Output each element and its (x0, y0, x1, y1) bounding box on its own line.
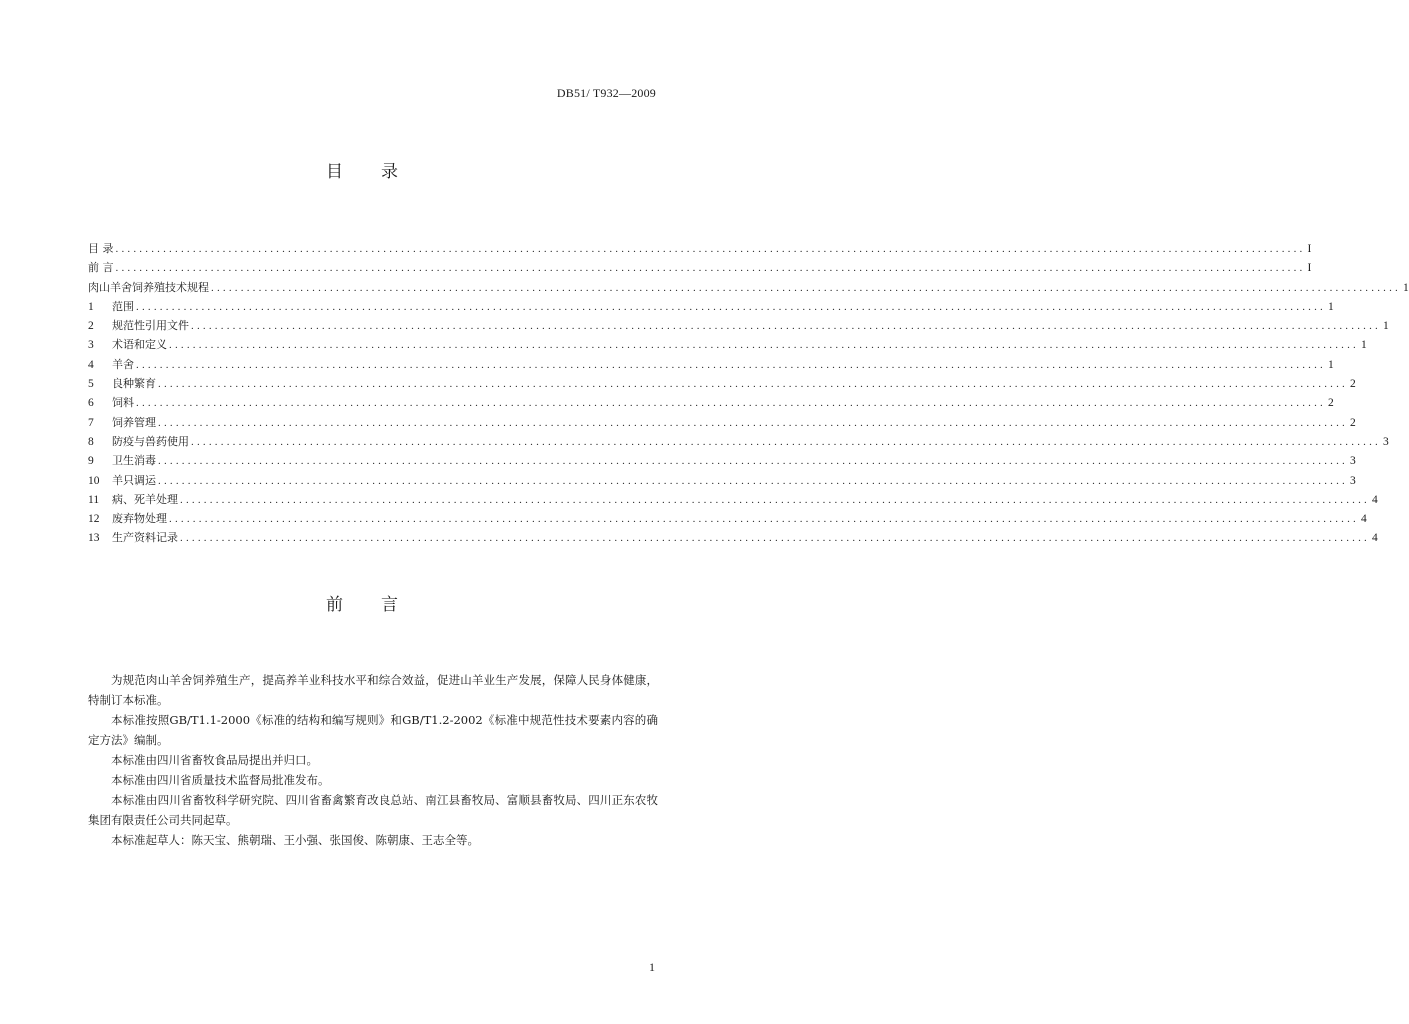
toc-entry-label: 前 言 (88, 261, 114, 275)
table-of-contents (88, 239, 1409, 548)
toc-entry[interactable] (88, 471, 1356, 490)
toc-entry-number: 7 (88, 416, 94, 429)
standard-code: DB51/ T932—2009 (556, 86, 656, 100)
toc-leader-dots: ........................................................................................................................................................................................................ (211, 281, 1401, 294)
toc-entry-number: 13 (88, 532, 100, 545)
toc-entry-label: 废弃物处理 (112, 512, 167, 526)
toc-entry[interactable] (88, 335, 1367, 354)
toc-entry[interactable] (88, 509, 1367, 528)
toc-entry-page: 2 (1328, 397, 1334, 410)
toc-entry-page: 1 (1328, 300, 1334, 313)
toc-entry[interactable] (88, 393, 1334, 412)
toc-entry[interactable] (88, 316, 1389, 335)
toc-leader-dots: ........................................................................................................................................................................................................ (158, 378, 1348, 391)
toc-entry[interactable] (88, 413, 1356, 432)
page-number: 1 (649, 960, 655, 974)
toc-entry-number: 4 (88, 358, 94, 371)
toc-leader-dots: ........................................................................................................................................................................................................ (180, 532, 1370, 545)
toc-entry-number: 11 (88, 493, 100, 506)
toc-entry-number: 5 (88, 378, 94, 391)
toc-entry-page: 4 (1372, 493, 1378, 506)
toc-title: 目录 (326, 162, 436, 182)
toc-entry-number: 2 (88, 320, 94, 333)
toc-entry-label: 生产资料记录 (112, 531, 178, 545)
toc-leader-dots: ........................................................................................................................................................................................................ (158, 455, 1348, 468)
toc-entry-page: 4 (1372, 532, 1378, 545)
toc-leader-dots: ........................................................................................................................................................................................................ (136, 300, 1326, 313)
toc-leader-dots: ........................................................................................................................................................................................................ (191, 435, 1381, 448)
toc-entry[interactable] (88, 374, 1356, 393)
toc-entry-number: 9 (88, 455, 94, 468)
toc-leader-dots: ........................................................................................................................................................................................................ (180, 493, 1370, 506)
toc-entry[interactable] (88, 490, 1378, 509)
toc-entry-page: 3 (1350, 474, 1356, 487)
toc-leader-dots: ........................................................................................................................................................................................................ (191, 320, 1381, 333)
toc-entry-page: I (1307, 262, 1312, 275)
preface-title: 前言 (326, 595, 436, 615)
toc-entry-number: 1 (88, 300, 94, 313)
toc-entry-label: 目 录 (88, 242, 114, 255)
toc-entry-label: 饲养管理 (112, 415, 156, 429)
toc-entry[interactable] (88, 451, 1356, 470)
toc-entry[interactable] (88, 528, 1378, 547)
toc-leader-dots: ........................................................................................................................................................................................................ (169, 513, 1359, 526)
preface-paragraph: 本标准由四川省质量技术监督局批准发布。 (111, 773, 330, 787)
preface-paragraph: 为规范肉山羊舍饲养殖生产，提高养羊业科技水平和综合效益，促进山羊业生产发展，保障人民身体健康，特制订本标准。 (88, 673, 658, 707)
toc-entry-label: 规范性引用文件 (112, 319, 189, 333)
toc-entry-page: 2 (1350, 378, 1356, 391)
toc-leader-dots: ........................................................................................................................................................................................................ (136, 397, 1326, 410)
toc-entry-page: 1 (1361, 339, 1367, 352)
toc-entry-label: 术语和定义 (112, 338, 167, 352)
toc-entry-label: 饲料 (112, 396, 134, 410)
toc-entry[interactable] (88, 297, 1334, 316)
toc-entry-label: 范围 (112, 299, 134, 313)
toc-entry-label: 病、死羊处理 (112, 492, 178, 506)
toc-entry-page: I (1307, 243, 1312, 255)
toc-leader-dots: ........................................................................................................................................................................................................ (158, 474, 1348, 487)
toc-entry-number: 3 (88, 339, 94, 352)
toc-leader-dots: ........................................................................................................................................................................................................ (115, 243, 1306, 255)
preface-paragraph: 本标准按照GB/T1.1-2000《标准的结构和编写规则》和GB/T1.2-2002《标准中规范性技术要素内容的确定方法》编制。 (88, 713, 658, 747)
preface-paragraph: 本标准由四川省畜牧食品局提出并归口。 (111, 753, 318, 767)
toc-entry-page: 2 (1350, 416, 1356, 429)
toc-leader-dots: ........................................................................................................................................................................................................ (158, 416, 1348, 429)
toc-entry[interactable] (88, 278, 1409, 297)
toc-entry[interactable] (88, 355, 1334, 374)
toc-entry-label: 肉山羊舍饲养殖技术规程 (88, 280, 209, 294)
toc-entry-page: 1 (1328, 358, 1334, 371)
toc-entry-label: 羊舍 (112, 357, 134, 371)
toc-leader-dots: ........................................................................................................................................................................................................ (169, 339, 1359, 352)
toc-entry-number: 6 (88, 397, 94, 410)
toc-entry[interactable] (88, 239, 1312, 258)
preface-paragraph: 本标准由四川省畜牧科学研究院、四川省畜禽繁育改良总站、南江县畜牧局、富顺县畜牧局、四川正东农牧集团有限责任公司共同起草。 (88, 793, 658, 827)
toc-leader-dots: ........................................................................................................................................................................................................ (136, 358, 1326, 371)
toc-entry-label: 卫生消毒 (112, 454, 156, 468)
toc-entry-label: 良种繁育 (112, 377, 156, 391)
toc-entry-number: 8 (88, 435, 94, 448)
toc-entry[interactable] (88, 432, 1389, 451)
toc-entry[interactable] (88, 258, 1312, 277)
preface-paragraph: 本标准起草人：陈天宝、熊朝瑞、王小强、张国俊、陈朝康、王志全等。 (111, 833, 479, 847)
toc-entry-page: 1 (1403, 281, 1409, 294)
toc-entry-label: 羊只调运 (112, 473, 156, 487)
toc-entry-page: 3 (1383, 435, 1389, 448)
preface-body (88, 670, 658, 850)
toc-entry-page: 1 (1383, 320, 1389, 333)
toc-entry-label: 防疫与兽药使用 (112, 434, 189, 448)
toc-entry-number: 12 (88, 513, 100, 526)
toc-leader-dots: ........................................................................................................................................................................................................ (115, 262, 1306, 275)
toc-entry-page: 3 (1350, 455, 1356, 468)
toc-entry-page: 4 (1361, 513, 1367, 526)
toc-entry-number: 10 (88, 474, 100, 487)
